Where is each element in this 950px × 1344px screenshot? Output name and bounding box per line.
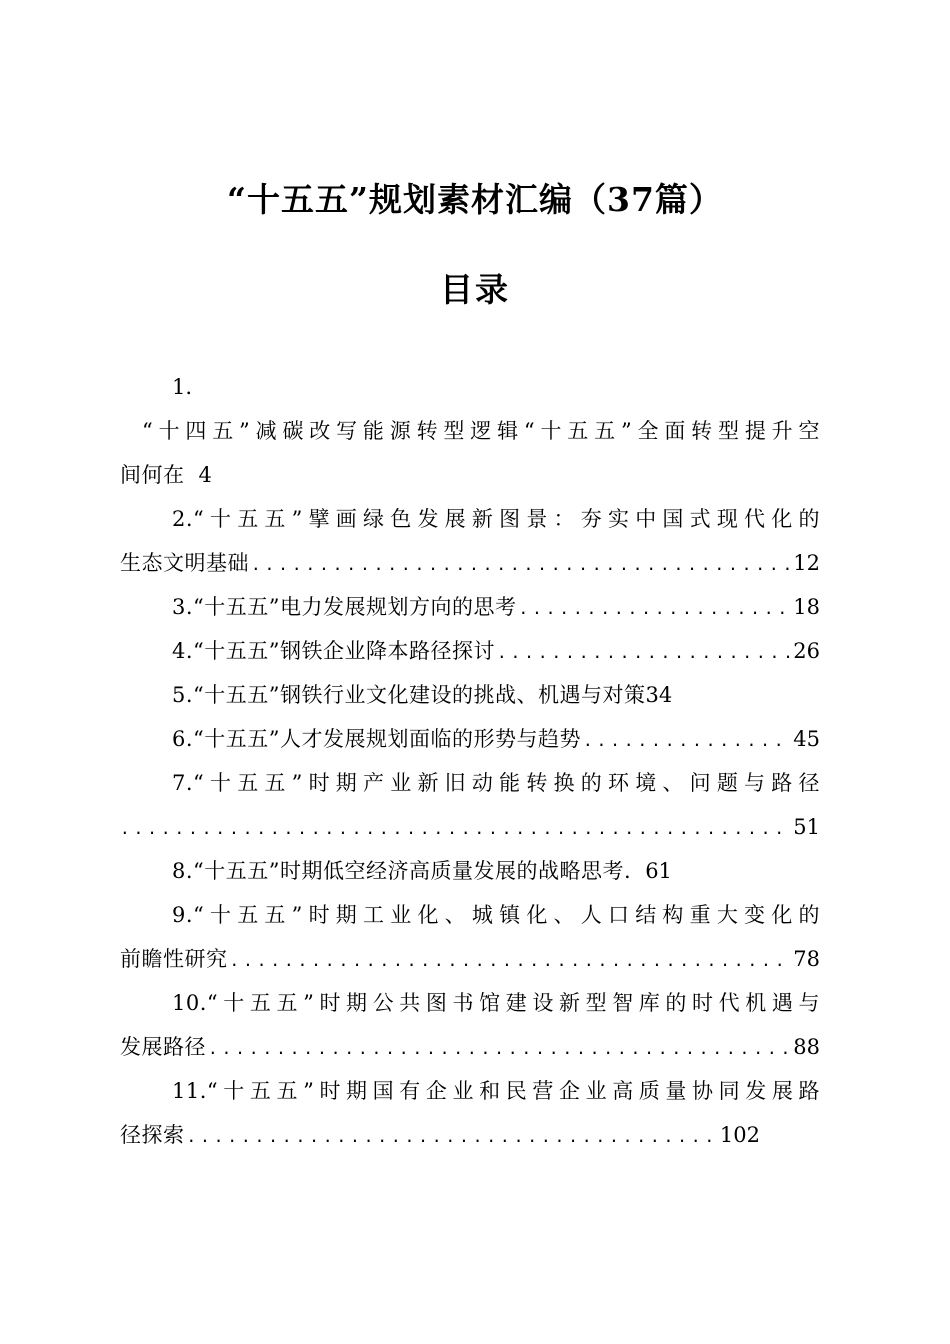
toc-entry-title-continued: 径探索 xyxy=(120,1123,185,1147)
toc-entry-title-continued: 生态文明基础 xyxy=(120,551,249,575)
toc-entry-page: 26 xyxy=(793,639,820,663)
toc-dot-leader xyxy=(251,543,791,587)
toc-entry-page: 4 xyxy=(198,463,212,487)
toc-entry-title: 10.“十五五”时期公共图书馆建设新型智库的时代机遇与 xyxy=(172,991,820,1015)
toc-entry-page: 34 xyxy=(645,683,673,707)
toc-entry-page: 18 xyxy=(793,595,820,619)
table-of-contents xyxy=(120,365,820,1157)
toc-entry-title: 11.“十五五”时期国有企业和民营企业高质量协同发展路 xyxy=(172,1079,820,1103)
toc-entry-11-line2[interactable] xyxy=(120,1113,820,1157)
toc-entry-title-continued: 前瞻性研究 xyxy=(120,947,228,971)
toc-entry-6[interactable] xyxy=(120,717,820,761)
toc-entry-9-line1[interactable] xyxy=(120,893,820,937)
toc-dot-leader xyxy=(583,719,791,763)
toc-entry-1-line1[interactable] xyxy=(120,409,820,453)
toc-entry-title: 5.“十五五”钢铁行业文化建设的挑战、机遇与对策 xyxy=(172,683,646,707)
toc-entry-title: 3.“十五五”电力发展规划方向的思考 xyxy=(172,595,517,619)
toc-entry-page: 51 xyxy=(793,815,820,839)
toc-entry-1-line2[interactable] xyxy=(120,453,820,497)
toc-entry-3[interactable] xyxy=(120,585,820,629)
toc-entry-7-line1[interactable] xyxy=(120,761,820,805)
toc-dot-leader xyxy=(120,807,791,851)
toc-entry-title: “十四五”减碳改写能源转型逻辑“十五五”全面转型提升空 xyxy=(142,419,820,443)
toc-entry-title: 9.“十五五”时期工业化、城镇化、人口结构重大变化的 xyxy=(172,903,820,927)
toc-entry-page: 88 xyxy=(793,1035,820,1059)
toc-entry-title: 8.“十五五”时期低空经济高质量发展的战略思考. xyxy=(172,859,632,883)
toc-entry-8[interactable] xyxy=(120,849,820,893)
toc-entry-9-line2[interactable] xyxy=(120,937,820,981)
toc-entry-title: 2.“十五五”擘画绿色发展新图景：夯实中国式现代化的 xyxy=(172,507,820,531)
toc-entry-5[interactable] xyxy=(120,673,820,717)
toc-dot-leader xyxy=(519,587,792,631)
toc-dot-leader xyxy=(497,631,791,675)
toc-entry-page: 102 xyxy=(719,1123,760,1147)
toc-entry-title-continued: 发展路径 xyxy=(120,1035,206,1059)
toc-dot-leader xyxy=(187,1115,718,1159)
toc-entry-2-line1[interactable] xyxy=(120,497,820,541)
toc-heading: 目录 xyxy=(440,270,510,309)
toc-dot-leader xyxy=(208,1027,791,1071)
toc-entry-page: 78 xyxy=(793,947,820,971)
toc-entry-title: 6.“十五五”人才发展规划面临的形势与趋势 xyxy=(172,727,582,751)
toc-entry-page: 45 xyxy=(793,727,820,751)
toc-entry-1-number-line[interactable] xyxy=(120,365,820,409)
toc-entry-4[interactable] xyxy=(120,629,820,673)
toc-entry-11-line1[interactable] xyxy=(120,1069,820,1113)
toc-dot-leader xyxy=(230,939,792,983)
toc-entry-10-line2[interactable] xyxy=(120,1025,820,1069)
toc-entry-title: 7.“十五五”时期产业新旧动能转换的环境、问题与路径 xyxy=(172,771,820,795)
toc-entry-2-line2[interactable] xyxy=(120,541,820,585)
toc-entry-10-line1[interactable] xyxy=(120,981,820,1025)
toc-entry-7-line2[interactable] xyxy=(120,805,820,849)
document-title: “十五五”规划素材汇编（37篇） xyxy=(227,180,723,219)
toc-entry-page: 61 xyxy=(645,859,672,883)
toc-entry-number: 1. xyxy=(172,375,193,399)
toc-entry-page: 12 xyxy=(793,551,820,575)
toc-entry-title: 4.“十五五”钢铁企业降本路径探讨 xyxy=(172,639,496,663)
toc-entry-title-continued: 间何在 xyxy=(120,463,185,487)
